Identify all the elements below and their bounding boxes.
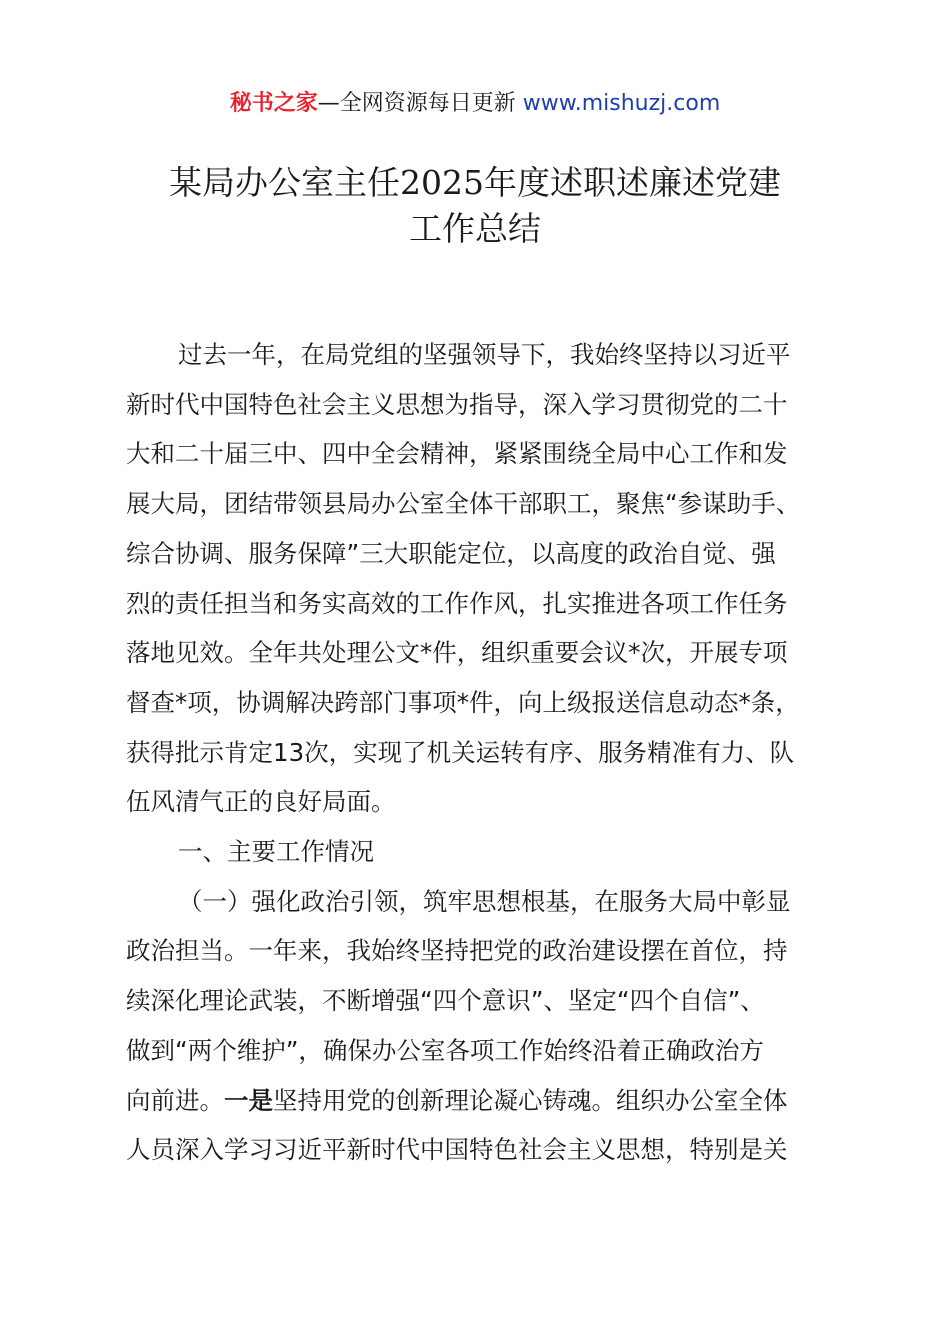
title-line-2: 工作总结 — [409, 209, 541, 248]
line-suffix: 坚持用党的创新理论凝心铸魂。组织办公室全体 — [273, 1085, 788, 1115]
paragraph-line: 落地见效。全年共处理公文*件，组织重要会议*次，开展专项 — [126, 638, 788, 668]
paragraph-line: 新时代中国特色社会主义思想为指导，深入学习贯彻党的二十 — [126, 389, 788, 419]
line-prefix: 向前进。 — [126, 1085, 224, 1115]
paragraph-line: 续深化理论武装，不断增强“四个意识”、坚定“四个自信”、 — [126, 986, 765, 1016]
paragraph-line: 大和二十届三中、四中全会精神，紧紧围绕全局中心工作和发 — [126, 439, 788, 469]
section-heading: 一、主要工作情况 — [178, 837, 374, 867]
document-body — [126, 330, 846, 1175]
paragraph-line: 获得批示肯定13次，实现了机关运转有序、服务精准有力、队 — [126, 737, 795, 767]
paragraph-line: 过去一年，在局党组的坚强领导下，我始终坚持以习近平 — [178, 340, 791, 369]
paragraph-line: 展大局，团结带领县局办公室全体干部职工，聚焦“参谋助手、 — [126, 489, 801, 519]
paragraph-line: 政治担当。一年来，我始终坚持把党的政治建设摆在首位，持 — [126, 936, 788, 966]
emphasis-label: 一是 — [224, 1085, 273, 1115]
paragraph-line: 综合协调、服务保障”三大职能定位，以高度的政治自觉、强 — [126, 538, 776, 568]
paragraph-line — [126, 1076, 846, 1126]
paragraph-line: （一）强化政治引领，筑牢思想根基，在服务大局中彰显 — [178, 886, 791, 916]
paragraph-line: 督查*项，协调解决跨部门事项*件，向上级报送信息动态*条， — [126, 687, 800, 717]
site-header — [0, 88, 950, 120]
paragraph-line: 人员深入学习习近平新时代中国特色社会主义思想，特别是关 — [126, 1135, 788, 1165]
title-line-1: 某局办公室主任2025年度述职述廉述党建 — [169, 163, 781, 202]
site-brand: 秘书之家 — [229, 91, 318, 116]
site-tagline: —全网资源每日更新 — [317, 91, 523, 116]
paragraph-line: 伍风清气正的良好局面。 — [126, 787, 396, 817]
paragraph-line: 烈的责任担当和务实高效的工作作风，扎实推进各项工作任务 — [126, 588, 788, 618]
site-url-link[interactable]: www.mishuzj.com — [522, 91, 721, 116]
paragraph-line: 做到“两个维护”，确保办公室各项工作始终沿着正确政治方 — [126, 1035, 764, 1065]
document-title — [110, 160, 840, 252]
